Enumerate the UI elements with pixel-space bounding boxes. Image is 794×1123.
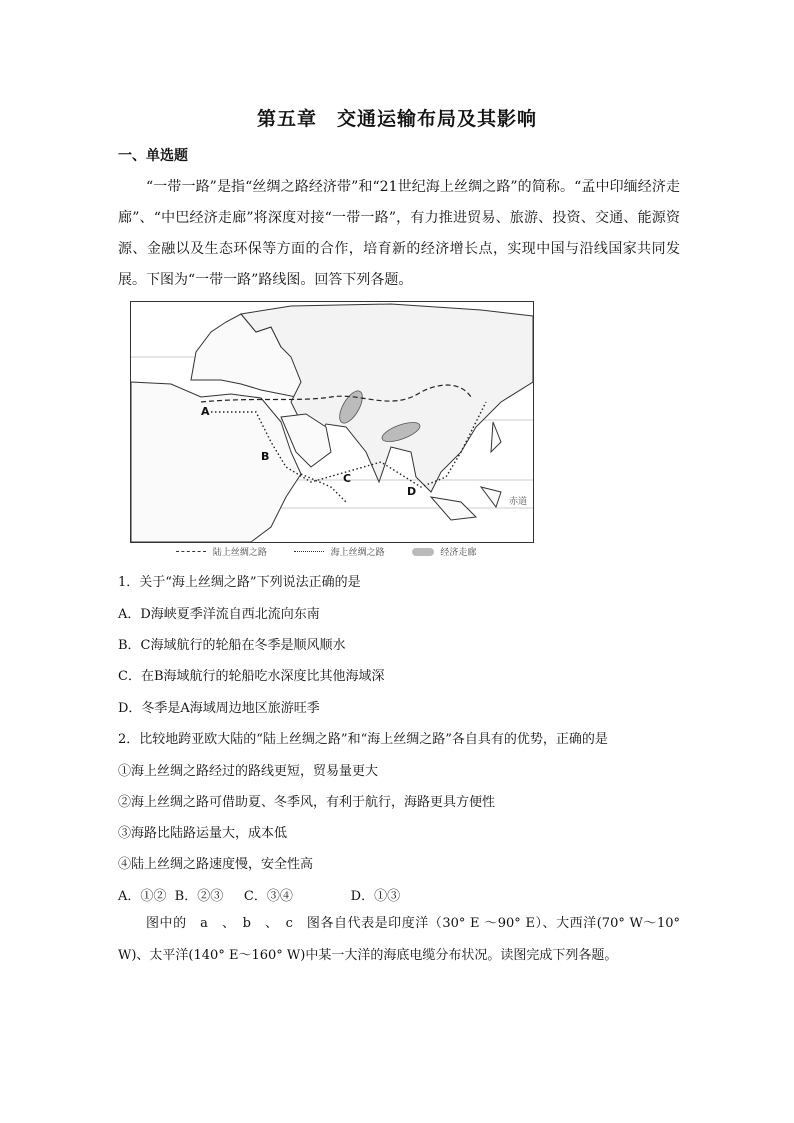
africa-landmass: [131, 382, 301, 542]
map-label-b: B: [261, 450, 270, 463]
q1-option-d: D．冬季是A海域周边地区旅游旺季: [118, 701, 320, 716]
map-graphic: [131, 302, 533, 542]
q1-stem: 1．关于“海上丝绸之路”下列说法正确的是: [118, 575, 361, 590]
map-label-a: A: [201, 405, 210, 418]
belt-road-map: [130, 301, 534, 543]
q1-option-b: B．C海域航行的轮船在冬季是顺风顺水: [118, 638, 346, 653]
map-legend: [176, 545, 476, 558]
q1-option-c: C．在B海域航行的轮船吃水深度比其他海域深: [118, 669, 385, 684]
legend-sea-line: [294, 551, 324, 552]
q2-options: A．①② B．②③ C．③④ D．①③: [118, 889, 401, 904]
sea-route-africa: [301, 474, 346, 502]
legend-corridor-swatch: [412, 548, 434, 556]
map-label-c: C: [343, 472, 352, 485]
legend-sea-label: 海上丝绸之路: [330, 548, 385, 558]
map-label-d: D: [407, 485, 417, 498]
page-title: 第五章 交通运输布局及其影响: [256, 108, 537, 130]
q2-statement-3: ③海路比陆路运量大，成本低: [118, 826, 288, 841]
q1-option-a: A．D海峡夏季洋流自西北流向东南: [118, 607, 320, 622]
section-heading: 一、单选题: [118, 148, 188, 164]
q2-statement-4: ④陆上丝绸之路速度慢，安全性高: [118, 857, 314, 872]
legend-land-line: [176, 551, 206, 552]
legend-corridor-label: 经济走廊: [440, 548, 477, 558]
equator-label: 赤道: [509, 497, 528, 507]
q2-statement-2: ②海上丝绸之路可借助夏、冬季风，有利于航行，海路更具方便性: [118, 795, 496, 810]
q2-statement-1: ①海上丝绸之路经过的路线更短，贸易量更大: [118, 764, 379, 779]
intro2-paragraph: 图中的 a 、 b 、 c 图各自代表是印度洋（30° E ～90° E）、大西洋(70° W～10° W)、太平洋(140° E～160° W)中某一大洋的海底电缆分布状况。读图完成下列各题。: [118, 916, 680, 963]
intro-paragraph: “一带一路”是指“丝绸之路经济带”和“21世纪海上丝绸之路”的简称。“孟中印缅经济走廊”、“中巴经济走廊”将深度对接“一带一路”，有力推进贸易、旅游、投资、交通、能源资源、金融以及生态环保等方面的合作，培育新的经济增长点，实现中国与沿线国家共同发展。下图为“一带一路”路线图。回答下列各题。: [118, 179, 680, 288]
q2-stem: 2．比较地跨亚欧大陆的“陆上丝绸之路”和“海上丝绸之路”各自具有的优势，正确的是: [118, 732, 608, 747]
legend-land-label: 陆上丝绸之路: [212, 548, 267, 558]
